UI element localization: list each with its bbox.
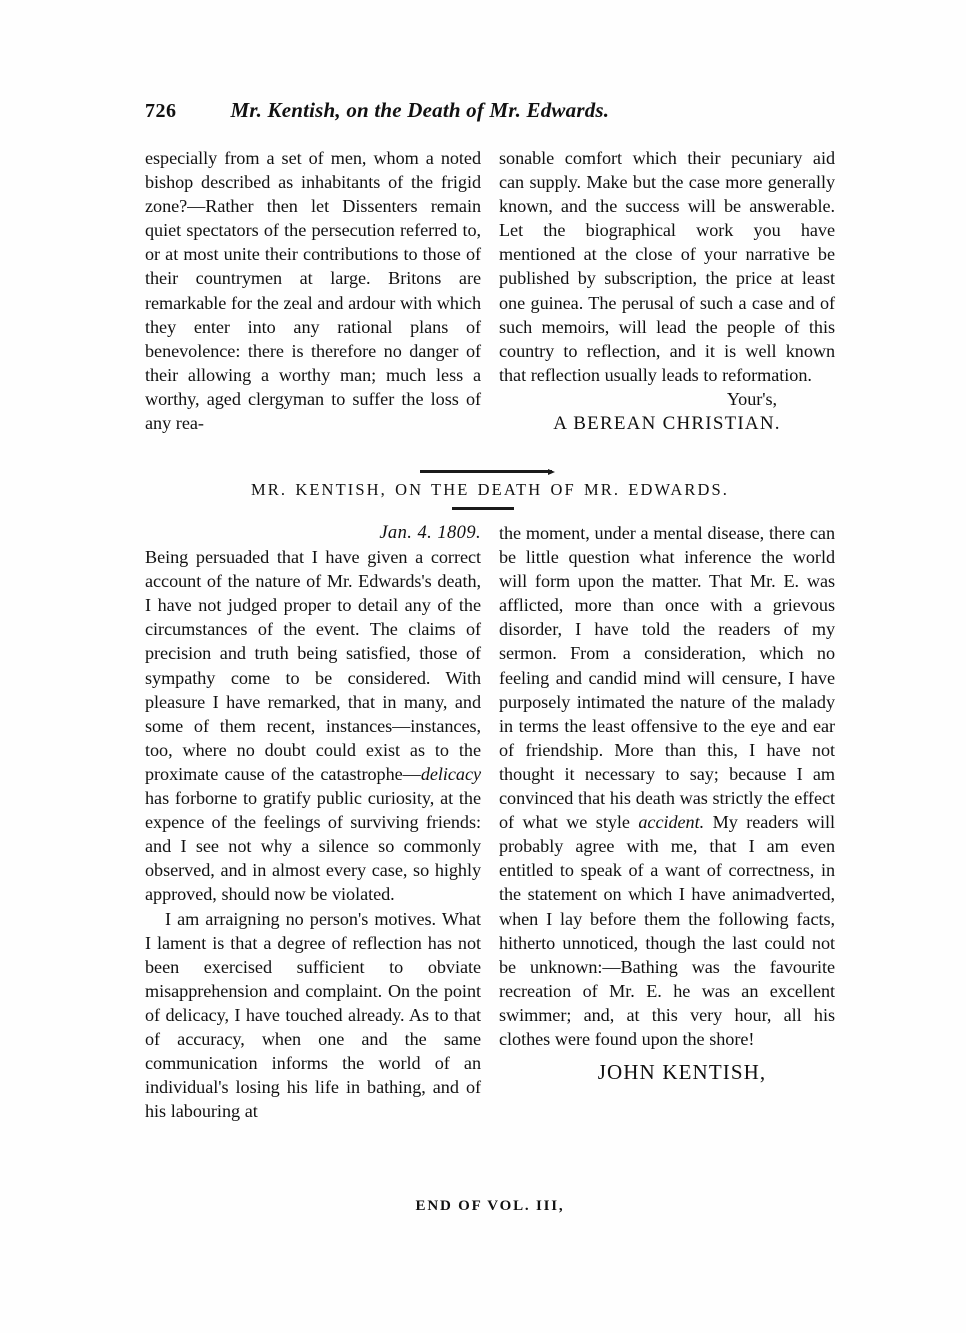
letter-closing: Your's, [726,388,777,409]
paragraph-1-part-a: Being persuaded that I have given a correct account of the nature of Mr. Edwards's death, I have not judged proper to detail any of the circumstances of the event. The claims of precision and truth being satisfied, those of sympathy come to be considered. With pleasure I have remarked, that in many, and some of them recent, instances—instances, too, where no doubt could exist as to the proximate cause of the catastrophe— [145,547,481,784]
upper-left-paragraph: especially from a set of men, whom a noted bishop described as inhabitants of the frigid zone?—Rather then let Dissenters remain quiet spectators of the persecution referred to, or at most unite their contributions to those of their countrymen at large. Britons are remarkable for the zeal and ardour with which they enter into any rational plans of benevolence: there is therefore no danger of their allowing a worthy man; much less a worthy, aged clergyman to suffer the loss of any rea- [145,148,481,434]
lower-left-column [145,521,481,1123]
lower-left-paragraph-1 [145,521,481,907]
right-body-part-b: My readers will probably agree with me, that I am even entitled to speak of a want of correctness, in the statement on which I have animadverted, when I lay before them the following facts, hitherto unnoticed, though the last could not be unknown:—Bathing was the favourite recreation of Mr. E. he was an excellent swimmer; and, at this very hour, all his clothes were found upon the shore! [499,812,835,1049]
lower-left-paragraph-2: I am arraigning no person's motives. What I lament is that a degree of reflection has not been exercised sufficient to obviate misapprehension and complaint. On the point of delicacy, I have touched already. As to that of accuracy, when one and the same communication informs the world of an individual's losing his life in bathing, and of his labouring at [145,908,481,1122]
dateline: Jan. 4. 1809. [379,523,481,543]
lower-signature-paragraph [499,1060,835,1084]
upper-article-columns [145,146,835,436]
emphasis-accident: accident. [638,812,705,833]
upper-right-column [499,146,835,436]
upper-left-column [145,146,481,436]
emphasis-delicacy: delicacy [420,763,481,784]
colophon: END OF VOL. III, [415,1198,565,1214]
upper-signature-paragraph [499,412,835,436]
lower-right-paragraph [499,521,835,1051]
running-head [145,98,835,128]
running-title: Mr. Kentish, on the Death of Mr. Edwards. [230,98,610,122]
page-number: 726 [145,100,177,122]
upper-right-body: sonable comfort which their pecuniary aid can supply. Make but the case more generally known, and the success will be answerable. Let the biographical work you have mentioned at the close of your narrative be published by subscription, the price at least one guinea. The perusal of such a case and of such memoirs, will lead the people of this country to reflection, and it is well known that reflection usually leads to reformation. [499,148,835,385]
lower-article-columns [145,521,835,1123]
right-body-part-a: the moment, under a mental disease, there can be little question what inference the world will form upon the matter. That Mr. E. was afflicted, more than once with a grievous disorder, I have told the readers of my sermon. From a consideration, which no feeling and candid mind will censure, I have purposely intimated the nature of the malady in terms the least offensive to the eye and ear of friendship. More than this, I have not thought it necessary to say; because I am convinced that his death was strictly the effect of what we style [499,523,835,833]
article-signature: JOHN KENTISH, [597,1060,767,1085]
letter-signature: A BEREAN CHRISTIAN. [553,413,781,435]
lower-right-column [499,521,835,1123]
paragraph-1-part-b: has forborne to gratify public curiosity, at the expence of the feelings of surviving friends: and I see not why a silence so commonly observed, and in almost every case, so highly approved, should now be violated. [145,788,481,905]
divider-rule-top [420,470,552,473]
divider-rule-bottom [452,507,514,510]
section-heading: MR. KENTISH, ON THE DEATH OF MR. EDWARDS. [251,480,729,499]
upper-right-paragraph [499,146,835,411]
